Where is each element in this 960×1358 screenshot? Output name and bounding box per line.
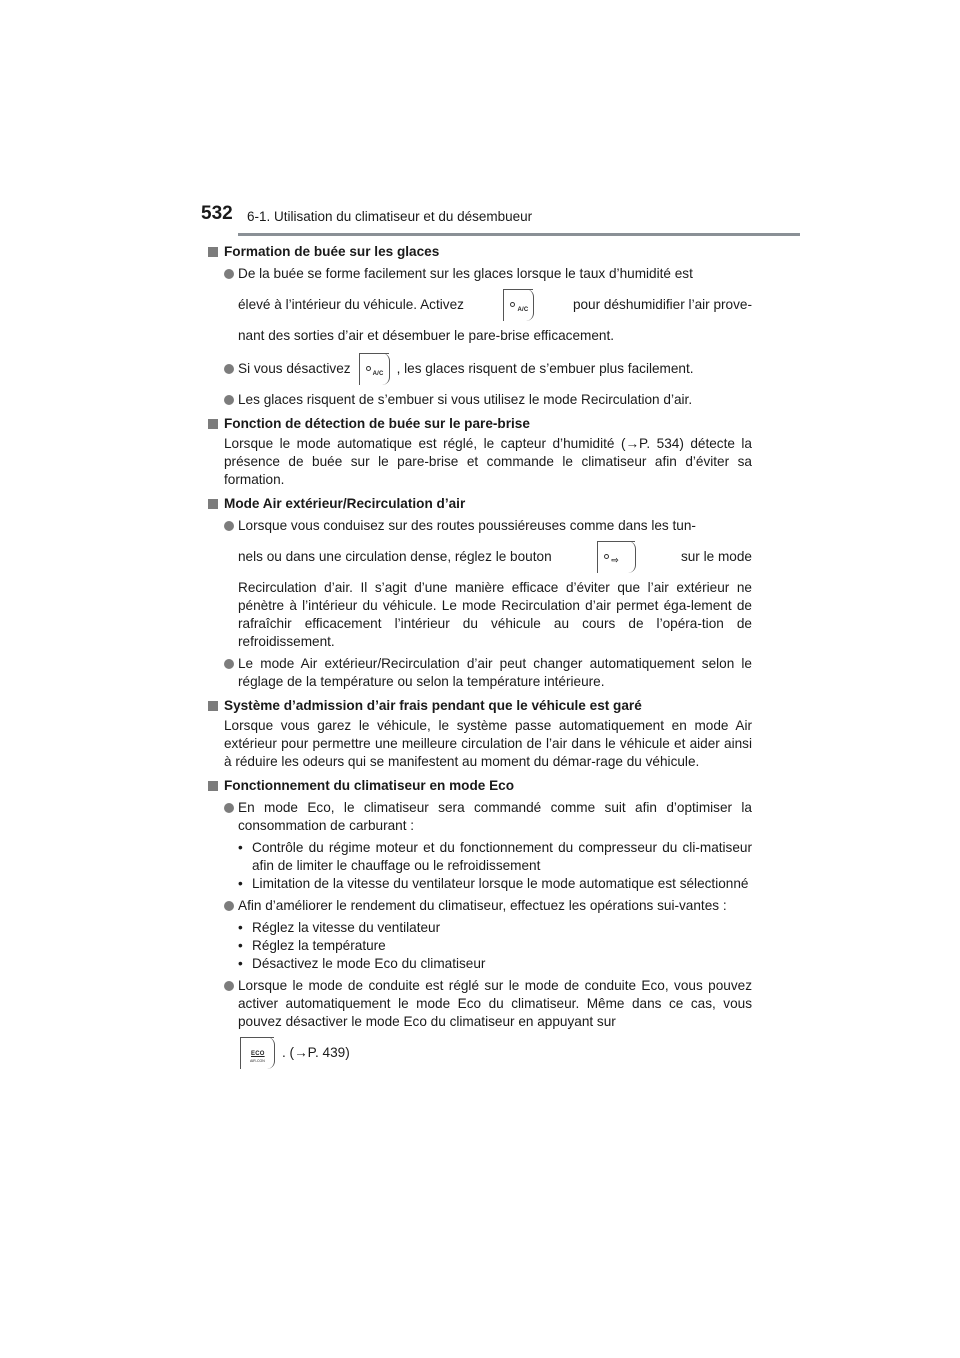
list-item: Lorsque le mode de conduite est réglé sur le mode de conduite Eco, vous pouvez activer automatiquement le mode Eco du climatiseur. Même dans ce cas, vous pouvez désactiver le mode Eco du climatiseur en appuyant sur ECO AIR-CON . (→P. 439) xyxy=(206,977,752,1069)
round-bullet-icon xyxy=(224,364,234,374)
page-number: 532 xyxy=(201,203,233,224)
list-item: Le mode Air extérieur/Recirculation d’air peut changer automatiquement selon le réglage de la température ou selon la température intérieure. xyxy=(206,655,752,691)
header-divider xyxy=(238,233,800,236)
list-item: Afin d’améliorer le rendement du climatiseur, effectuez les opérations sui-vantes : xyxy=(206,897,752,915)
ac-button-icon: A/C xyxy=(503,289,533,321)
heading-air-mode: Mode Air extérieur/Recirculation d’air xyxy=(206,495,752,513)
section-title: 6-1. Utilisation du climatiseur et du désembueur xyxy=(247,209,533,224)
heading-fog-formation: Formation de buée sur les glaces xyxy=(206,243,752,261)
paragraph: Lorsque le mode automatique est réglé, le capteur d’humidité (→P. 534) détecte la présence de buée sur le pare-brise et commande le climatiseur afin d’éviter sa formation. xyxy=(224,436,752,487)
square-bullet-icon xyxy=(208,781,218,791)
sub-list-item: • Limitation de la vitesse du ventilateur lorsque le mode automatique est sélectionné xyxy=(238,876,749,891)
sub-list-item: • Réglez la vitesse du ventilateur xyxy=(238,920,441,935)
round-bullet-icon xyxy=(224,521,234,531)
heading-eco-mode: Fonctionnement du climatiseur en mode Eco xyxy=(206,777,752,795)
round-bullet-icon xyxy=(224,395,234,405)
round-bullet-icon xyxy=(224,981,234,991)
sub-list-item: • Désactivez le mode Eco du climatiseur xyxy=(238,956,486,971)
heading-parked-intake: Système d’admission d’air frais pendant que le véhicule est garé xyxy=(206,697,752,715)
round-bullet-icon xyxy=(224,803,234,813)
list-item: En mode Eco, le climatiseur sera commandé comme suit afin d’optimiser la consommation de carburant : xyxy=(206,799,752,835)
list-item: De la buée se forme facilement sur les glaces lorsque le taux d’humidité est élevé à l’intérieur du véhicule. Activez A/C pour déshumidifier l’air prove- nant des sorties d’air et désembuer le pare-brise efficacement. xyxy=(206,265,752,345)
square-bullet-icon xyxy=(208,419,218,429)
round-bullet-icon xyxy=(224,901,234,911)
square-bullet-icon xyxy=(208,499,218,509)
heading-fog-detection: Fonction de détection de buée sur le pare-brise xyxy=(206,415,752,433)
eco-aircon-button-icon: ECO AIR-CON xyxy=(240,1037,274,1069)
sub-list-item: • Réglez la température xyxy=(238,938,386,953)
paragraph: Lorsque vous garez le véhicule, le système passe automatiquement en mode Air extérieur pour permettre une meilleure circulation de l’air dans le véhicule et aider ainsi à réduire les odeurs qui se manifestent au moment du démar-rage du véhicule. xyxy=(224,718,752,769)
ac-button-icon: A/C xyxy=(359,353,389,385)
sub-list-item: • Contrôle du régime moteur et du fonctionnement du compresseur du cli-matiseur afin de limiter le chauffage ou le refroidissement xyxy=(238,840,752,873)
list-item: Les glaces risquent de s’embuer si vous utilisez le mode Recirculation d’air. xyxy=(206,391,752,409)
recirculation-button-icon: ⇨ xyxy=(597,541,635,573)
round-bullet-icon xyxy=(224,269,234,279)
page-content xyxy=(206,243,752,1075)
list-item: Si vous désactivez A/C , les glaces risquent de s’embuer plus facilement. xyxy=(206,353,752,385)
round-bullet-icon xyxy=(224,659,234,669)
list-item: Lorsque vous conduisez sur des routes poussiéreuses comme dans les tun- nels ou dans une circulation dense, réglez le bouton ⇨ sur le mode Recirculation d’air. Il s’agit d’une manière efficace d’éviter que l’air extérieur ne pénètre à l’intérieur du véhicule. Le mode Recirculation d’air permet éga-lement de rafraîchir efficacement l’intérieur du véhicule au cours de l’opéra-tion de refroidissement. xyxy=(206,517,752,651)
square-bullet-icon xyxy=(208,247,218,257)
square-bullet-icon xyxy=(208,701,218,711)
